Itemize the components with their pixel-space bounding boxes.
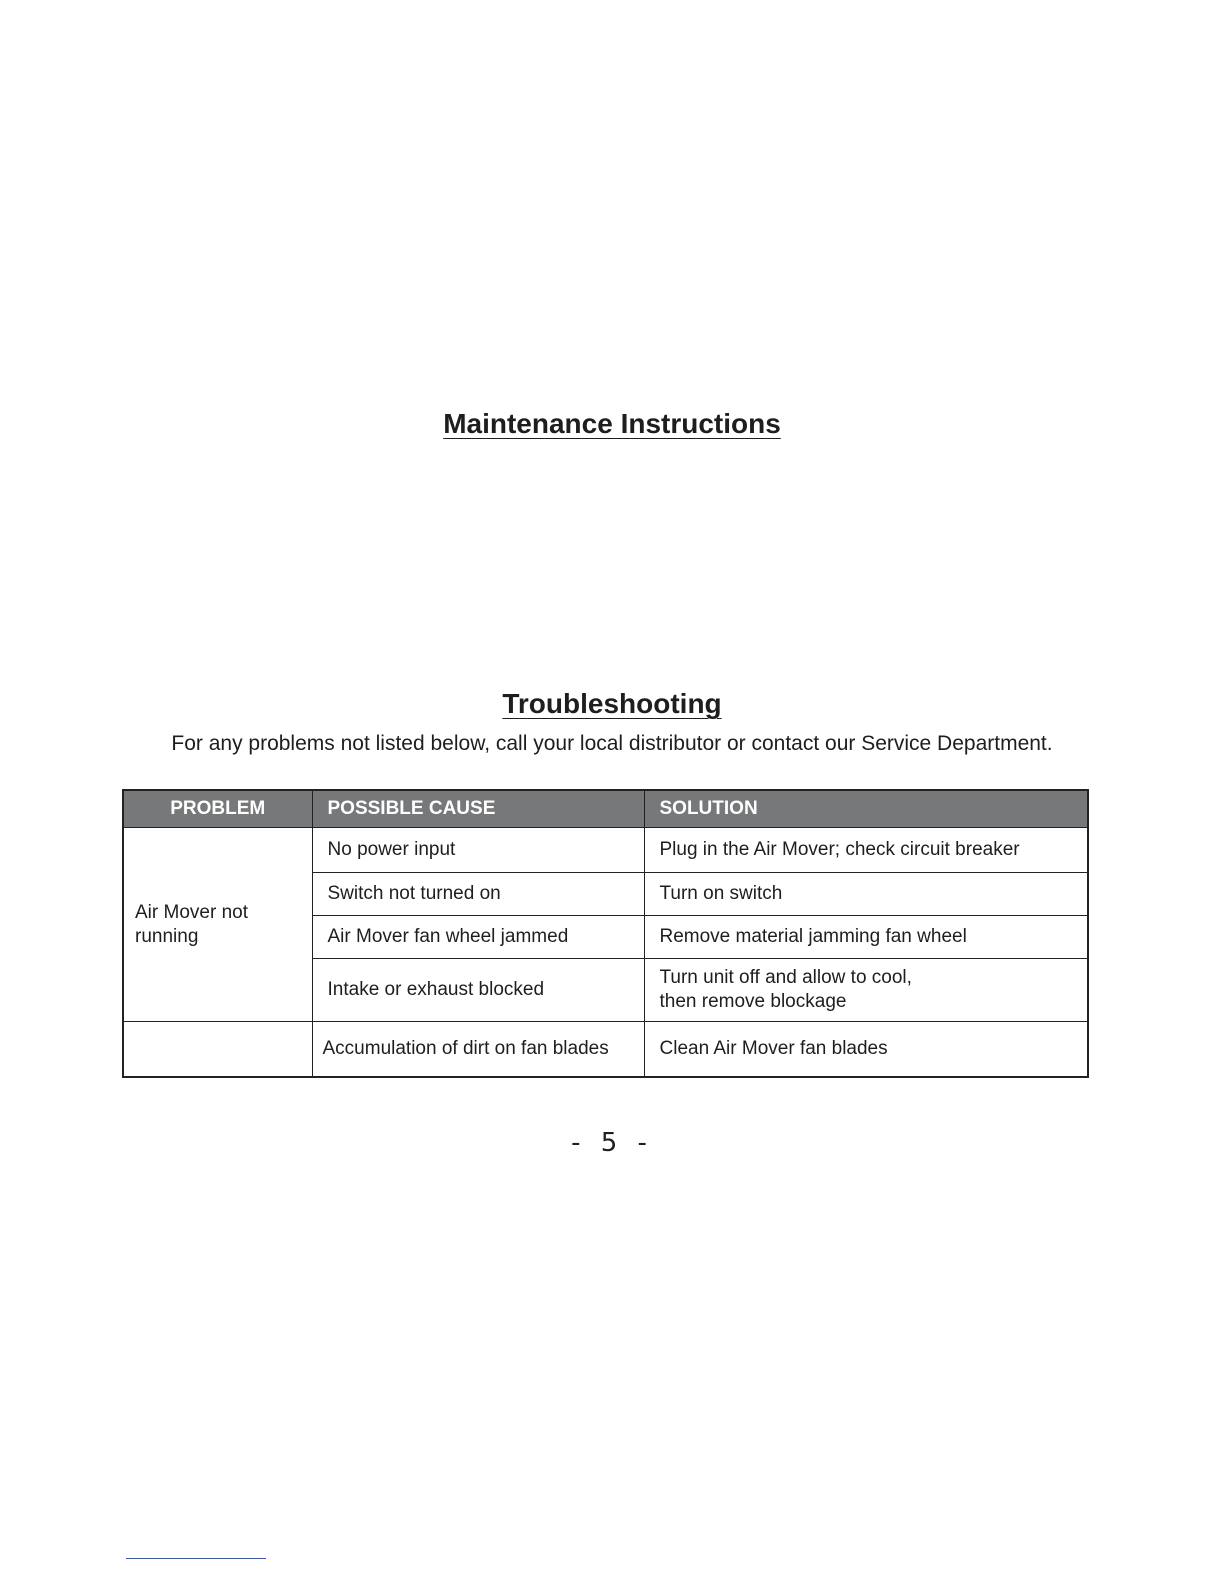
table-row: [123, 828, 1088, 873]
footnote-divider: [126, 1558, 266, 1559]
cause-cell: Intake or exhaust blocked: [312, 959, 644, 1022]
problem-line: Air Mover not: [135, 901, 248, 923]
maintenance-heading: [0, 408, 1224, 440]
solution-line: then remove blockage: [659, 991, 847, 1012]
cause-cell: Switch not turned on: [312, 873, 644, 916]
problem-cell: [123, 1022, 312, 1078]
table-row: [123, 1022, 1088, 1078]
troubleshooting-table: [122, 789, 1089, 1078]
troubleshooting-intro: For any problems not listed below, call your local distributor or contact our Service Department.: [171, 732, 1053, 755]
cause-cell: No power input: [312, 828, 644, 873]
page-number: - 5 -: [571, 1128, 653, 1158]
problem-line: running: [135, 925, 199, 947]
header-possible-cause: POSSIBLE CAUSE: [312, 790, 644, 828]
troubleshooting-heading-text: Troubleshooting: [502, 688, 722, 719]
cause-cell: Air Mover fan wheel jammed: [312, 916, 644, 959]
solution-cell: Remove material jamming fan wheel: [644, 916, 1088, 959]
maintenance-heading-text: Maintenance Instructions: [443, 408, 781, 439]
problem-cell: [123, 828, 312, 1022]
table-header-row: [123, 790, 1088, 828]
solution-cell: Plug in the Air Mover; check circuit breaker: [644, 828, 1088, 873]
header-solution: SOLUTION: [644, 790, 1088, 828]
solution-line: Turn unit off and allow to cool,: [659, 967, 912, 988]
troubleshooting-heading: [0, 688, 1224, 720]
solution-cell: Turn on switch: [644, 873, 1088, 916]
cause-cell: Accumulation of dirt on fan blades: [312, 1022, 644, 1078]
solution-cell: [644, 959, 1088, 1022]
header-problem: PROBLEM: [123, 790, 312, 828]
solution-cell: Clean Air Mover fan blades: [644, 1022, 1088, 1078]
